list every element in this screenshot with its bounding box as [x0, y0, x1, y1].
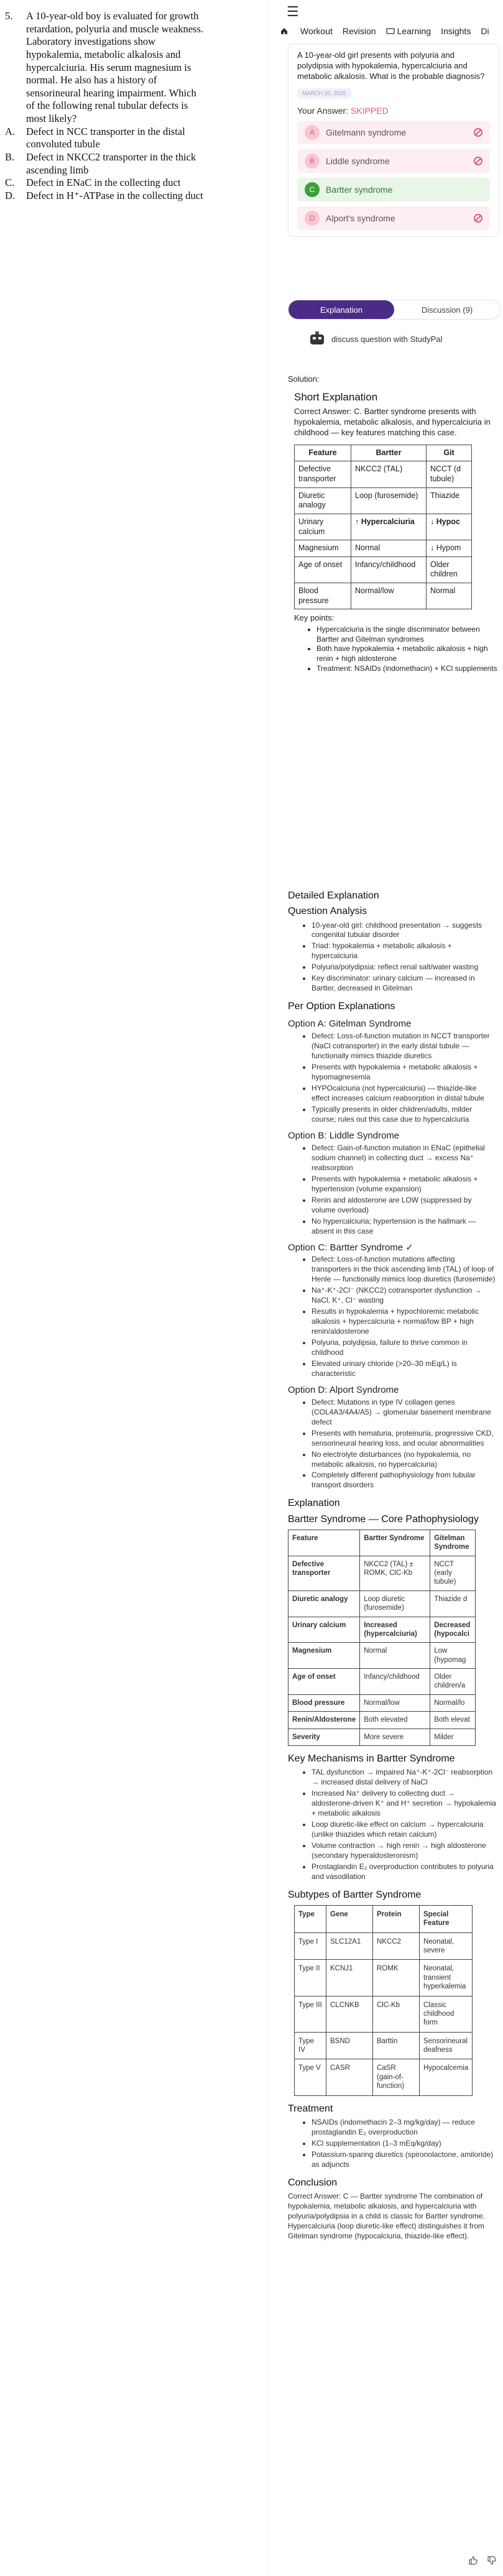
nav-di[interactable]: Di — [481, 26, 489, 36]
option-d-title: Option D: Alport Syndrome — [288, 1384, 399, 1395]
treatment-title: Treatment — [288, 2103, 333, 2114]
per-option-title: Per Option Explanations — [288, 1001, 395, 1012]
list-item: • Na⁺-K⁺-2Cl⁻ (NKCC2) cotransporter dysfunction → NaCl, K⁺, Cl⁻ wasting — [311, 1286, 496, 1306]
core-title: Bartter Syndrome — Core Pathophysiology — [288, 1513, 479, 1525]
list-item: • Both have hypokalemia + metabolic alkalosis + high renin + high aldosterone — [316, 644, 499, 663]
table-row: Blood pressure Normal/low Normal/lo — [288, 1694, 476, 1711]
thumbs-up-icon[interactable] — [468, 2555, 478, 2565]
question-block — [0, 0, 205, 202]
mech-title: Key Mechanisms in Bartter Syndrome — [288, 1753, 455, 1764]
wrong-icon — [474, 128, 482, 137]
short-explanation — [294, 390, 499, 673]
list-item: • Volume contraction → high renin → high aldosterone (secondary hyperaldosteronism) — [311, 1841, 496, 1861]
list-item: • Defect: Loss-of-function mutations affecting transporters in the thick ascending limb (TAL) of loop of Henle — functionally mimics loop diuretics (furosemide) — [311, 1255, 496, 1285]
list-item: • No electrolyte disturbances (no hypokalemia, no metabolic alkalosis, no hypercalciuria) — [311, 1450, 496, 1470]
question-card — [288, 44, 499, 237]
option-a-title: Option A: Gitelman Syndrome — [288, 1018, 412, 1030]
question-text: A 10-year-old boy is evaluated for growth retardation, polyuria and muscle weakness. Laboratory investigations show hypokalemia, metabolic alkalosis and hypercalciuria. His serum magnesium is normal. He also has a history of sensorineural hearing impairment. Which of the following renal tubular defects is most likely? — [26, 10, 203, 124]
nav-revision[interactable]: Revision — [342, 26, 376, 36]
list-item: • Presents with hypokalemia + metabolic alkalosis + hypertension (volume expansion) — [311, 1175, 496, 1194]
menu-icon[interactable]: ☰ — [287, 4, 299, 19]
list-item: • Renin and aldosterone are LOW (suppressed by volume overload) — [311, 1196, 496, 1216]
option-c: C. Defect in ENaC in the collecting duct — [5, 177, 181, 189]
list-item: • Defect: Loss-of-function mutation in NCCT transporter (NaCl cotransporter) in the early distal tubule — functionally mimics thiazide diuretics — [311, 1032, 496, 1061]
subtypes-table: Type Gene Protein Special Feature Type I SLC12A1 NKCC2 Neonatal, severe Type II KCNJ1 ROMK Neonatal, transient hyperkalemia Type III CLCNKB ClC-Kb Classic childhood form Type IV BSND Barttin Sensorineural deafness Type V CASR CaSR (gain-of-function) Hypocalcemia — [294, 1905, 473, 2096]
list-item: • Prostaglandin E₂ overproduction contributes to polyuria and vasodilation — [311, 1862, 496, 1882]
solution-label: Solution: — [288, 374, 320, 384]
table-row: Diuretic analogy Loop (furosemide) Thiazide — [295, 487, 472, 514]
list-item: • Loop diuretic-like effect on calcium → hypercalciuria (unlike thiazides which retain calcium) — [311, 1820, 496, 1840]
option-d: D. Defect in H⁺-ATPase in the collecting duct — [5, 189, 203, 201]
list-item: • Increased Na⁺ delivery to collecting duct → aldosterone-driven K⁺ and H⁺ secretion → hypokalemia + metabolic alkalosis — [311, 1789, 496, 1819]
question-panel — [0, 0, 205, 202]
list-item: • NSAIDs (indomethacin 2–3 mg/kg/day) — reduce prostaglandin E₂ overproduction — [311, 2118, 496, 2138]
list-item: • Defect: Gain-of-function mutation in ENaC (epithelial sodium channel) in collecting duct → excess Na⁺ reabsorption — [311, 1143, 496, 1173]
option-b: B. Defect in NKCC2 transporter in the thick ascending limb — [5, 150, 196, 176]
table-row: Severity More severe Milder — [288, 1729, 476, 1745]
option-a: A. Defect in NCC transporter in the distal convoluted tubule — [5, 125, 185, 150]
table-row: Age of onset Infancy/childhood Older children/a — [288, 1669, 476, 1695]
option-b-title: Option B: Liddle Syndrome — [288, 1130, 400, 1141]
list-item: • Hypercalciuria is the single discriminator between Bartter and Gitelman syndromes — [316, 625, 499, 644]
table-row: Defective transporter NKCC2 (TAL) ± ROMK, ClC-Kb NCCT (early tubule) — [288, 1556, 476, 1590]
conclusion-text: Correct Answer: C — Bartter syndrome The combination of hypokalemia, metabolic alkalosis, and hypercalciuria with polyuria/polydipsia in a child is classic for Bartter syndrome. Hypercalciuria (loop diuretic-like effect) distinguishes it from Gitelman syndrome (hypocalciuria, thiazide-like effect). — [288, 2191, 485, 2240]
solution-tabs — [288, 300, 501, 320]
list-item: • Presents with hypokalemia + metabolic alkalosis + hypomagnesemia — [311, 1063, 496, 1083]
detailed-explanation — [288, 883, 496, 2243]
conclusion — [288, 2176, 496, 2241]
option-c-title: Option C: Bartter Syndrome ✓ — [288, 1242, 413, 1253]
table-row: Urinary calcium Increased (hypercalciuria) Decreased (hypocalci — [288, 1617, 476, 1643]
table-row: Diuretic analogy Loop diuretic (furosemide) Thiazide d — [288, 1590, 476, 1617]
list-item: • Treatment: NSAIDs (indomethacin) + KCl supplements — [316, 664, 499, 674]
your-answer: Your Answer: SKIPPED — [297, 105, 389, 116]
tab-explanation[interactable]: Explanation — [288, 300, 394, 319]
key-points — [294, 625, 499, 673]
list-item: • 10-year-old girl: childhood presentation → suggests congenital tubular disorder — [311, 921, 496, 941]
list-item: • KCl supplementation (1–3 mEq/kg/day) — [311, 2139, 496, 2149]
choice-b[interactable]: B Liddle syndrome — [297, 149, 490, 173]
list-item: • Typically presents in older children/adults, milder course; rules out this case due to hypercalciuria — [311, 1105, 496, 1125]
core-table: Feature Bartter Syndrome Gitelman Syndrome Defective transporter NKCC2 (TAL) ± ROMK, ClC-Kb NCCT (early tubule) Diuretic analogy Loop diuretic (furosemide) Thiazide d Urinary calcium Increased (hypercalciuria) Decreased (hypocalci Magnesium Normal Low (hypomag Age of onset Infancy/childhood Older children/a Blood pressure Normal/low Normal/lo Renin/Aldosterone Both elevated Both elevat Severity More severe Milder — [288, 1530, 476, 1746]
skipped-label: SKIPPED — [350, 105, 389, 116]
table-row: Age of onset Infancy/childhood Older children — [295, 556, 472, 583]
qa-list — [288, 921, 496, 994]
qa-title: Question Analysis — [288, 906, 367, 917]
table-row: Magnesium Normal Low (hypomag — [288, 1643, 476, 1669]
table-row: Type II KCNJ1 ROMK Neonatal, transient hyperkalemia — [295, 1960, 473, 1996]
table-row: Type III CLCNKB ClC-Kb Classic childhood form — [295, 1996, 473, 2032]
list-item: • Potassium-sparing diuretics (spironolactone, amiloride) as adjuncts — [311, 2150, 496, 2170]
choice-c[interactable]: C Bartter syndrome — [297, 178, 490, 201]
choice-d[interactable]: D Alport's syndrome — [297, 206, 490, 230]
wrong-icon — [474, 157, 482, 165]
list-item: • Triad: hypokalemia + metabolic alkalosis + hypercalciuria — [311, 941, 496, 961]
list-item: • Presents with hematuria, proteinuria, progressive CKD, sensorineural hearing loss, and ocular abnormalities — [311, 1429, 496, 1449]
table-row: Defective transporter NKCC2 (TAL) NCCT (d tubule) — [295, 461, 472, 487]
home-icon[interactable] — [275, 26, 295, 36]
list-item: • Elevated urinary chloride (>20–30 mEq/L) is characteristic — [311, 1359, 496, 1379]
table-row: Renin/Aldosterone Both elevated Both elevat — [288, 1712, 476, 1729]
table-row: Type IV BSND Barttin Sensorineural deafness — [295, 2032, 473, 2059]
study-app — [269, 0, 503, 2576]
nav-learning[interactable]: Learning — [381, 26, 436, 36]
list-item: • Polyuria, polydipsia, failure to thrive common in childhood — [311, 1338, 496, 1358]
table-row: Type I SLC12A1 NKCC2 Neonatal, severe — [295, 1932, 473, 1960]
table-row: Urinary calcium ↑ Hypercalciuria ↓ Hypoc — [295, 514, 472, 540]
list-item: • Key discriminator: urinary calcium — increased in Bartter, decreased in Gitelman — [311, 974, 496, 994]
studypal-link[interactable]: discuss question with StudyPal — [308, 330, 442, 348]
table-row: Type V CASR CaSR (gain-of-function) Hypocalcemia — [295, 2059, 473, 2095]
table-row: Blood pressure Normal/low Normal — [295, 583, 472, 609]
feedback-icons — [468, 2555, 497, 2565]
short-compare-table: Feature Bartter Git Defective transporter NKCC2 (TAL) NCCT (d tubule) Diuretic analogy Loop (furosemide) Thiazide Urinary calcium ↑ Hypercalciuria ↓ Hypoc Magnesium Normal ↓ Hypom Age of onset Infancy/childhood Older children Blood pressure Normal/low Normal — [294, 445, 472, 610]
list-item: • No hypercalciuria; hypertension is the hallmark — absent in this case — [311, 1217, 496, 1237]
nav-insights[interactable]: Insights — [441, 26, 471, 36]
subtypes-title: Subtypes of Bartter Syndrome — [288, 1889, 422, 1900]
explanation-title: Explanation — [288, 1498, 340, 1509]
choice-a[interactable]: A Gitelmann syndrome — [297, 121, 490, 144]
list-item: • Results in hypokalemia + hypochloremic metabolic alkalosis + hypercalciuria + normal/low BP + high renin/aldosterone — [311, 1307, 496, 1337]
short-answer: Correct Answer: C. Bartter syndrome presents with hypokalemia, metabolic alkalosis, and hypercalciuria in childhood — key features matching this case. — [294, 407, 491, 437]
question-number: 5. — [5, 10, 13, 22]
list-item: • HYPOcalciuria (not hypercalciuria) — thiazide-like effect increases calcium reabsorption in distal tubule — [311, 1084, 496, 1104]
robot-icon — [308, 330, 326, 348]
card-stem: A 10-year-old girl presents with polyuria and polydipsia with hypokalemia, hypercalciuria and metabolic alkalosis. What is the probable diagnosis? — [297, 50, 485, 81]
list-item: • Defect: Mutations in type IV collagen genes (COL4A3/4A4/A5) → glomerular basement membrane defect — [311, 1398, 496, 1428]
wrong-icon — [474, 214, 482, 223]
nav-workout[interactable]: Workout — [300, 26, 333, 36]
top-nav — [275, 26, 494, 36]
tab-discussion[interactable]: Discussion (9) — [421, 305, 473, 315]
list-item: • Polyuria/polydipsia: reflect renal salt/water wasting — [311, 963, 496, 972]
key-points-label: Key points: — [294, 613, 335, 623]
short-title: Short Explanation — [294, 391, 378, 403]
date-tag: MARCH 20, 2025 — [297, 88, 351, 98]
list-item: • TAL dysfunction → impaired Na⁺-K⁺-2Cl⁻ reabsorption → increased distal delivery of NaCl — [311, 1768, 496, 1788]
table-row: Magnesium Normal ↓ Hypom — [295, 540, 472, 557]
thumbs-down-icon[interactable] — [487, 2555, 497, 2565]
detailed-title: Detailed Explanation — [288, 890, 379, 901]
learning-icon — [386, 27, 395, 35]
list-item: • Completely different pathophysiology from tubular transport disorders — [311, 1470, 496, 1490]
conclusion-title: Conclusion — [288, 2177, 338, 2188]
